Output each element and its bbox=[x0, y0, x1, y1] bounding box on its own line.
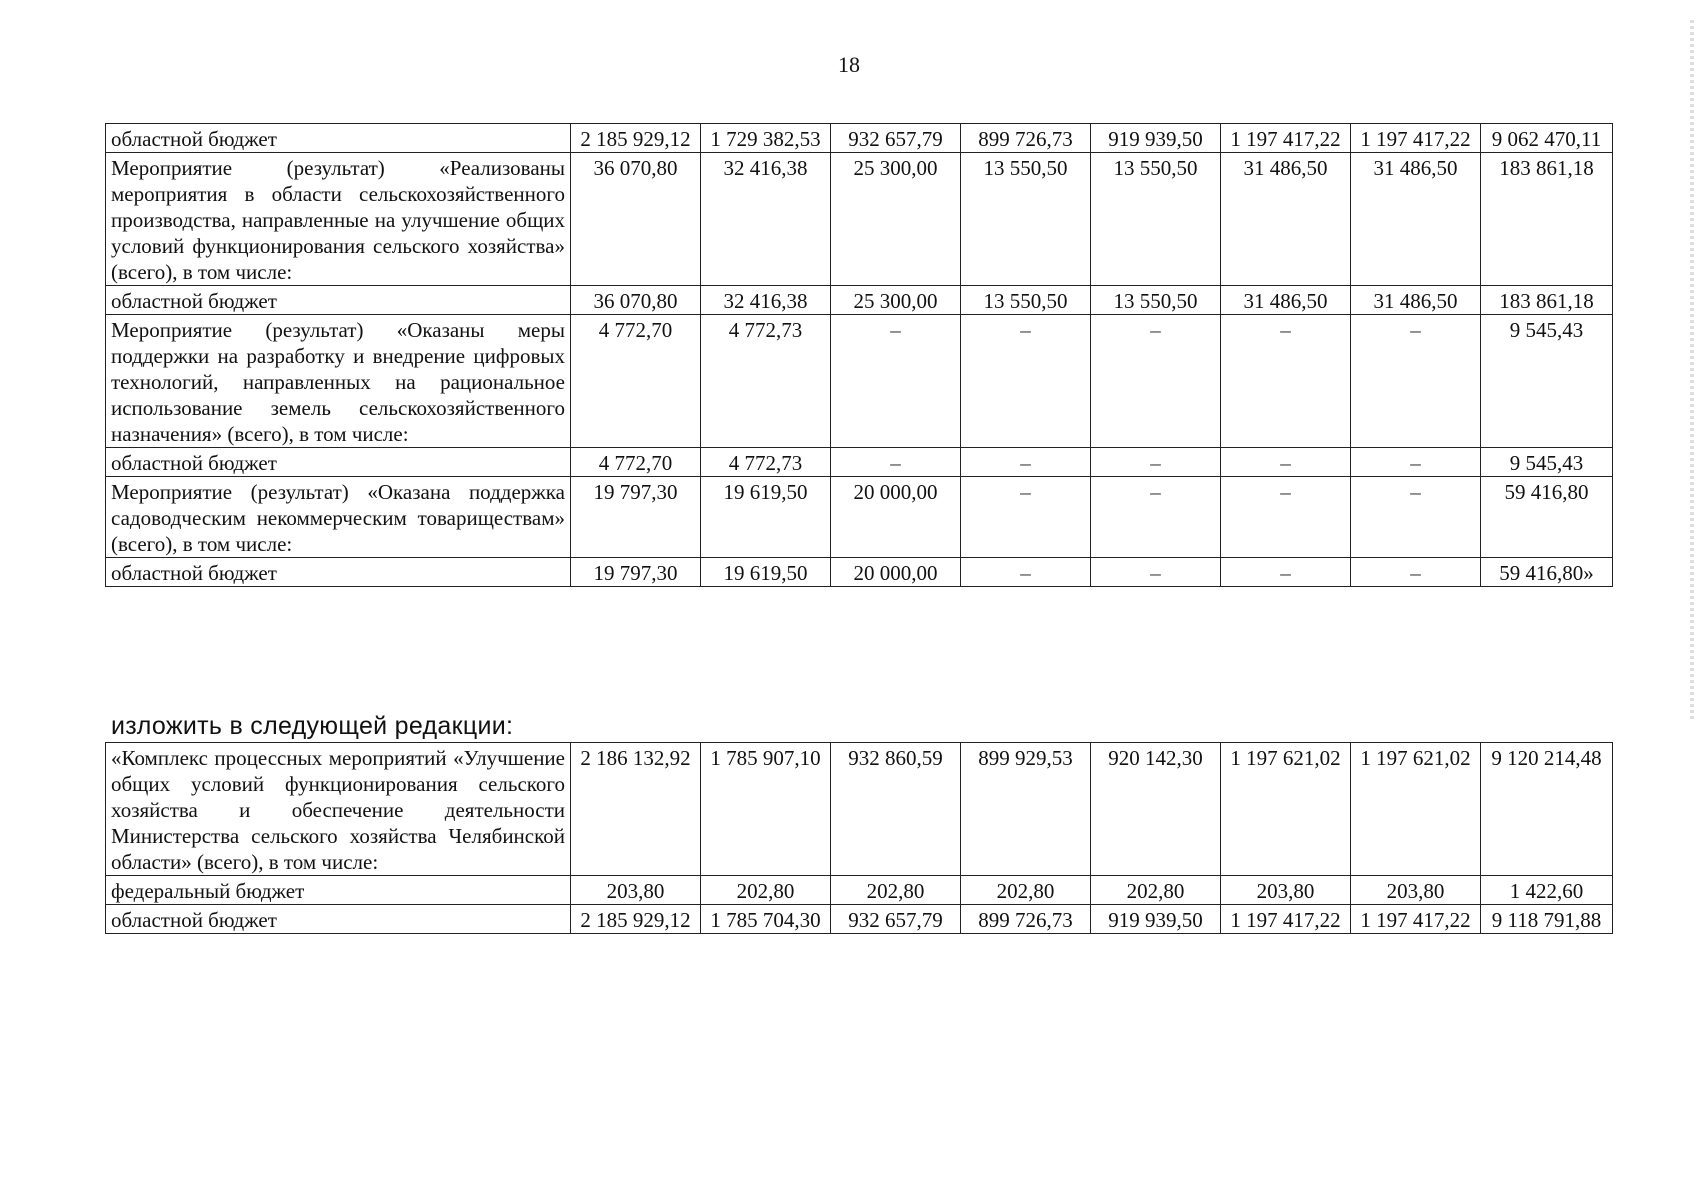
value-cell: 59 416,80 bbox=[1481, 477, 1613, 558]
value-cell: 1 197 621,02 bbox=[1221, 743, 1351, 876]
value-cell: 202,80 bbox=[701, 876, 831, 905]
row-label: Мероприятие (результат) «Реализованы мероприятия в области сельскохозяйственного производства, направленные на улучшение общих условий функционирования сельского хозяйства» (всего), в том числе: bbox=[106, 153, 571, 286]
value-cell: – bbox=[831, 315, 961, 448]
value-cell: – bbox=[1091, 558, 1221, 587]
value-cell: 203,80 bbox=[1221, 876, 1351, 905]
value-cell: – bbox=[1351, 558, 1481, 587]
table-row bbox=[106, 876, 1613, 905]
value-cell: – bbox=[1091, 315, 1221, 448]
value-cell: 36 070,80 bbox=[571, 153, 701, 286]
budget-table-current-body bbox=[106, 124, 1613, 587]
value-cell: 899 726,73 bbox=[961, 124, 1091, 153]
value-cell: – bbox=[1091, 448, 1221, 477]
value-cell: 31 486,50 bbox=[1351, 286, 1481, 315]
row-label: Мероприятие (результат) «Оказана поддержка садоводческим некоммерческим товариществам» (всего), в том числе: bbox=[106, 477, 571, 558]
row-label: Мероприятие (результат) «Оказаны меры поддержки на разработку и внедрение цифровых технологий, направленных на рациональное использование земель сельскохозяйственного назначения» (всего), в том числе: bbox=[106, 315, 571, 448]
value-cell: 899 726,73 bbox=[961, 905, 1091, 934]
row-label: «Комплекс процессных мероприятий «Улучшение общих условий функционирования сельского хозяйства и обеспечение деятельности Министерства сельского хозяйства Челябинской области» (всего), в том числе: bbox=[106, 743, 571, 876]
value-cell: 32 416,38 bbox=[701, 153, 831, 286]
row-label: областной бюджет bbox=[106, 905, 571, 934]
row-label: областной бюджет bbox=[106, 286, 571, 315]
value-cell: – bbox=[1221, 477, 1351, 558]
value-cell: 1 197 621,02 bbox=[1351, 743, 1481, 876]
value-cell: 19 797,30 bbox=[571, 477, 701, 558]
value-cell: 31 486,50 bbox=[1221, 153, 1351, 286]
row-label: федеральный бюджет bbox=[106, 876, 571, 905]
row-label: областной бюджет bbox=[106, 448, 571, 477]
value-cell: 19 797,30 bbox=[571, 558, 701, 587]
value-cell: 59 416,80» bbox=[1481, 558, 1613, 587]
value-cell: 4 772,70 bbox=[571, 448, 701, 477]
table-row bbox=[106, 315, 1613, 448]
value-cell: 9 118 791,88 bbox=[1481, 905, 1613, 934]
value-cell: 4 772,73 bbox=[701, 448, 831, 477]
table-row bbox=[106, 448, 1613, 477]
value-cell: 20 000,00 bbox=[831, 477, 961, 558]
table-row bbox=[106, 124, 1613, 153]
row-label: областной бюджет bbox=[106, 124, 571, 153]
value-cell: – bbox=[961, 558, 1091, 587]
value-cell: 202,80 bbox=[961, 876, 1091, 905]
value-cell: 19 619,50 bbox=[701, 477, 831, 558]
value-cell: 13 550,50 bbox=[1091, 153, 1221, 286]
value-cell: 13 550,50 bbox=[961, 286, 1091, 315]
value-cell: 203,80 bbox=[1351, 876, 1481, 905]
budget-table-amended-body bbox=[106, 743, 1613, 934]
value-cell: 9 545,43 bbox=[1481, 315, 1613, 448]
value-cell: 9 545,43 bbox=[1481, 448, 1613, 477]
value-cell: 36 070,80 bbox=[571, 286, 701, 315]
budget-table-current bbox=[105, 123, 1613, 587]
value-cell: 1 785 907,10 bbox=[701, 743, 831, 876]
value-cell: 1 785 704,30 bbox=[701, 905, 831, 934]
value-cell: 919 939,50 bbox=[1091, 124, 1221, 153]
value-cell: 4 772,73 bbox=[701, 315, 831, 448]
budget-table-amended bbox=[105, 742, 1613, 934]
value-cell: 919 939,50 bbox=[1091, 905, 1221, 934]
value-cell: 4 772,70 bbox=[571, 315, 701, 448]
value-cell: 13 550,50 bbox=[1091, 286, 1221, 315]
table-row bbox=[106, 153, 1613, 286]
amendment-instruction: изложить в следующей редакции: bbox=[111, 712, 514, 740]
value-cell: 31 486,50 bbox=[1351, 153, 1481, 286]
value-cell: 9 062 470,11 bbox=[1481, 124, 1613, 153]
value-cell: 25 300,00 bbox=[831, 153, 961, 286]
value-cell: 202,80 bbox=[1091, 876, 1221, 905]
row-label: областной бюджет bbox=[106, 558, 571, 587]
value-cell: – bbox=[1221, 558, 1351, 587]
table-row bbox=[106, 743, 1613, 876]
value-cell: – bbox=[961, 477, 1091, 558]
value-cell: 1 729 382,53 bbox=[701, 124, 831, 153]
value-cell: 183 861,18 bbox=[1481, 286, 1613, 315]
value-cell: 920 142,30 bbox=[1091, 743, 1221, 876]
value-cell: – bbox=[1221, 448, 1351, 477]
table-row bbox=[106, 905, 1613, 934]
value-cell: 1 197 417,22 bbox=[1221, 905, 1351, 934]
value-cell: 2 185 929,12 bbox=[571, 905, 701, 934]
value-cell: – bbox=[961, 315, 1091, 448]
page-number: 18 bbox=[838, 52, 860, 77]
value-cell: – bbox=[961, 448, 1091, 477]
value-cell: 1 197 417,22 bbox=[1221, 124, 1351, 153]
value-cell: 932 860,59 bbox=[831, 743, 961, 876]
value-cell: – bbox=[1221, 315, 1351, 448]
value-cell: 202,80 bbox=[831, 876, 961, 905]
value-cell: 1 197 417,22 bbox=[1351, 124, 1481, 153]
value-cell: 31 486,50 bbox=[1221, 286, 1351, 315]
value-cell: 9 120 214,48 bbox=[1481, 743, 1613, 876]
scan-edge-mark bbox=[1690, 20, 1694, 720]
value-cell: 899 929,53 bbox=[961, 743, 1091, 876]
value-cell: – bbox=[1091, 477, 1221, 558]
value-cell: 19 619,50 bbox=[701, 558, 831, 587]
value-cell: 13 550,50 bbox=[961, 153, 1091, 286]
value-cell: 183 861,18 bbox=[1481, 153, 1613, 286]
value-cell: 2 185 929,12 bbox=[571, 124, 701, 153]
value-cell: 932 657,79 bbox=[831, 905, 961, 934]
value-cell: 932 657,79 bbox=[831, 124, 961, 153]
value-cell: 2 186 132,92 bbox=[571, 743, 701, 876]
value-cell: 1 197 417,22 bbox=[1351, 905, 1481, 934]
value-cell: – bbox=[1351, 448, 1481, 477]
value-cell: – bbox=[1351, 315, 1481, 448]
value-cell: 20 000,00 bbox=[831, 558, 961, 587]
value-cell: – bbox=[1351, 477, 1481, 558]
table-row bbox=[106, 286, 1613, 315]
value-cell: 25 300,00 bbox=[831, 286, 961, 315]
value-cell: 203,80 bbox=[571, 876, 701, 905]
value-cell: – bbox=[831, 448, 961, 477]
table-row bbox=[106, 558, 1613, 587]
value-cell: 32 416,38 bbox=[701, 286, 831, 315]
value-cell: 1 422,60 bbox=[1481, 876, 1613, 905]
table-row bbox=[106, 477, 1613, 558]
